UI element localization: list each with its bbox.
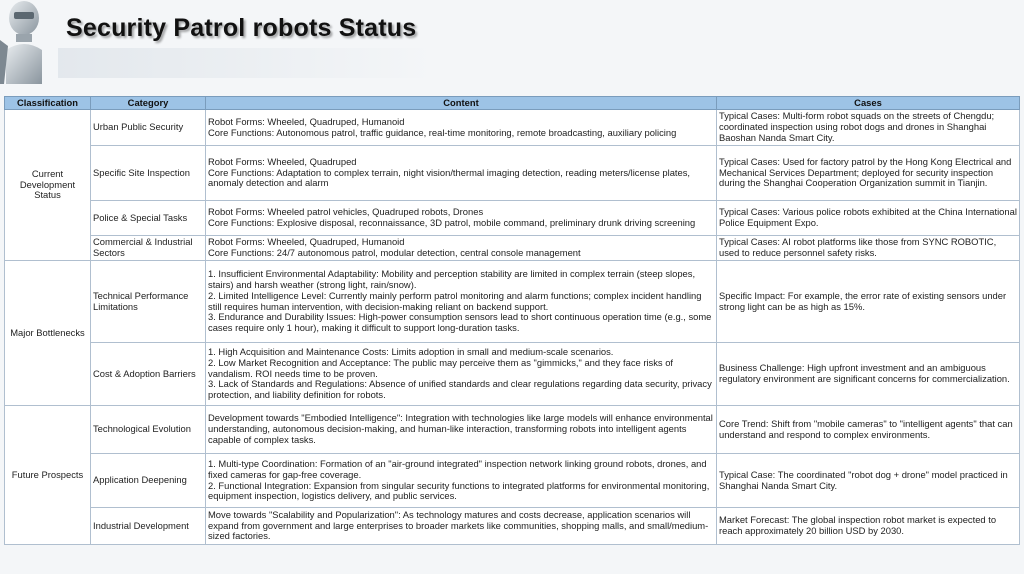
- content-cell: Development towards "Embodied Intelligence": Integration with technologies like large models will enhance environmental understanding, autonomous decision-making, and human-like interaction, transforming robots into intelligent agents capable of complex tasks.: [206, 406, 717, 454]
- table-row: [5, 343, 1020, 406]
- category-cell: Technical Performance Limitations: [91, 261, 206, 343]
- cases-cell: Business Challenge: High upfront investment and an ambiguous regulatory environment are significant concerns for commercialization.: [717, 343, 1020, 406]
- category-cell: Industrial Development: [91, 508, 206, 545]
- table-row: [5, 508, 1020, 545]
- category-cell: Police & Special Tasks: [91, 201, 206, 236]
- status-table: [4, 96, 1020, 545]
- content-cell: Robot Forms: Wheeled, Quadruped, Humanoid Core Functions: Autonomous patrol, traffic guidance, real-time monitoring, remote broadcasting, auxiliary policing: [206, 110, 717, 146]
- content-cell: 1. High Acquisition and Maintenance Costs: Limits adoption in small and medium-scale scenarios. 2. Low Market Recognition and Acceptance: The public may perceive them as "gimmicks," and they face risks of vandalism. ROI needs time to be proven. 3. Lack of Standards and Regulations: Absence of unified standards and clear regulations regarding data security, privacy protection, and liability definition for robots.: [206, 343, 717, 406]
- content-cell: Robot Forms: Wheeled, Quadruped Core Functions: Adaptation to complex terrain, night vision/thermal imaging detection, reading meters/license plates, anomaly detection and alarm: [206, 146, 717, 201]
- header-cases: Cases: [717, 97, 1020, 110]
- title-underlay: [58, 48, 438, 78]
- content-cell: 1. Insufficient Environmental Adaptability: Mobility and perception stability are limited in complex terrain (steep slopes, stairs) and harsh weather (strong light, rain/snow). 2. Limited Intelligence Level: Currently mainly perform patrol monitoring and alarm functions; complex incident handling still requires human intervention, with decision-making reliant on backend support. 3. Endurance and Durability Issues: High-power consumption sensors lead to short continuous operation time (e.g., some cases require only 1 hour), making it difficult to support long-duration tasks.: [206, 261, 717, 343]
- category-cell: Urban Public Security: [91, 110, 206, 146]
- category-cell: Technological Evolution: [91, 406, 206, 454]
- cases-cell: Market Forecast: The global inspection robot market is expected to reach approximately 20 billion USD by 2030.: [717, 508, 1020, 545]
- category-cell: Specific Site Inspection: [91, 146, 206, 201]
- table-header-row: [5, 97, 1020, 110]
- classification-cell: Current Development Status: [5, 110, 91, 261]
- content-cell: Move towards "Scalability and Popularization": As technology matures and costs decrease, application scenarios will expand from government and large enterprises to broader markets like communities, shopping malls, and small/medium-sized factories.: [206, 508, 717, 545]
- cases-cell: Specific Impact: For example, the error rate of existing sensors under strong light can be as high as 15%.: [717, 261, 1020, 343]
- classification-cell: Future Prospects: [5, 406, 91, 545]
- table-row: [5, 406, 1020, 454]
- header-content: Content: [206, 97, 717, 110]
- category-cell: Commercial & Industrial Sectors: [91, 236, 206, 261]
- category-cell: Application Deepening: [91, 454, 206, 508]
- cases-cell: Typical Cases: Multi-form robot squads on the streets of Chengdu; coordinated inspection using robot dogs and drones in Shanghai Baoshan Nanda Smart City.: [717, 110, 1020, 146]
- content-cell: Robot Forms: Wheeled patrol vehicles, Quadruped robots, Drones Core Functions: Explosive disposal, reconnaissance, 3D patrol, mobile command, preliminary drunk driving screening: [206, 201, 717, 236]
- page-title: Security Patrol robots Status: [66, 14, 417, 42]
- header-category: Category: [91, 97, 206, 110]
- cases-cell: Typical Case: The coordinated "robot dog + drone" model practiced in Shanghai Nanda Smart City.: [717, 454, 1020, 508]
- category-cell: Cost & Adoption Barriers: [91, 343, 206, 406]
- cases-cell: Typical Cases: Various police robots exhibited at the China International Police Equipment Expo.: [717, 201, 1020, 236]
- content-cell: 1. Multi-type Coordination: Formation of an "air-ground integrated" inspection network linking ground robots, drones, and fixed cameras for gap-free coverage. 2. Functional Integration: Expansion from singular security functions to integrated platforms for environmental monitoring, equipment inspection, logistics delivery, and public services.: [206, 454, 717, 508]
- content-cell: Robot Forms: Wheeled, Quadruped, Humanoid Core Functions: 24/7 autonomous patrol, modular detection, central console management: [206, 236, 717, 261]
- table-row: [5, 201, 1020, 236]
- table-row: [5, 261, 1020, 343]
- cases-cell: Core Trend: Shift from "mobile cameras" to "intelligent agents" that can understand and respond to complex environments.: [717, 406, 1020, 454]
- table-row: [5, 454, 1020, 508]
- table-row: [5, 236, 1020, 261]
- cases-cell: Typical Cases: Used for factory patrol by the Hong Kong Electrical and Mechanical Services Department; deployed for security inspection during the Shanghai Cooperation Organization summit in Tianjin.: [717, 146, 1020, 201]
- cases-cell: Typical Cases: AI robot platforms like those from SYNC ROBOTIC, used to reduce personnel safety risks.: [717, 236, 1020, 261]
- header-classification: Classification: [5, 97, 91, 110]
- table-row: [5, 146, 1020, 201]
- classification-cell: Major Bottlenecks: [5, 261, 91, 406]
- robot-logo-image: [0, 0, 46, 84]
- table-row: [5, 110, 1020, 146]
